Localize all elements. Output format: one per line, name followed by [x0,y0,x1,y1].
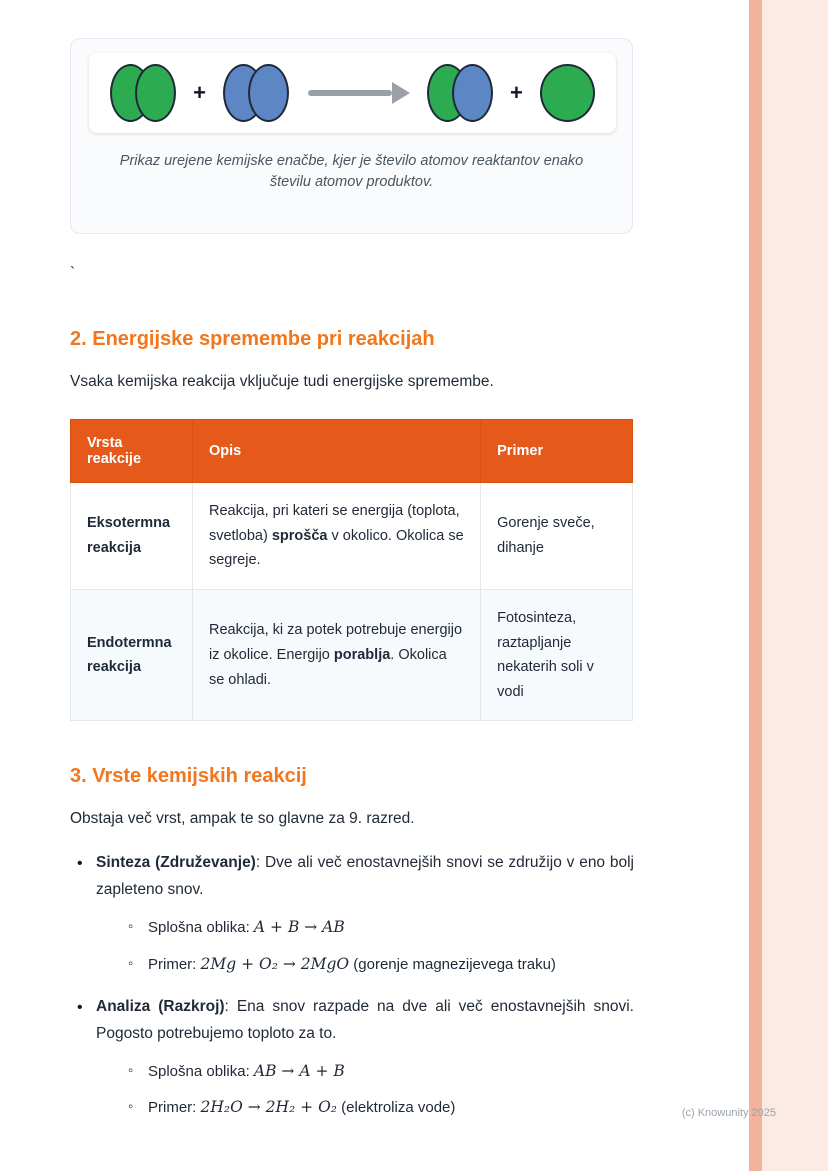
blue-diatomic-molecule [223,64,289,122]
arrow-shaft [308,90,392,96]
section-heading-energy: 2. Energijske spremembe pri reakcijah [70,328,435,350]
table-row [71,483,633,590]
balanced-equation-diagram [89,53,616,133]
cell-opis [192,589,480,721]
column-header-vrsta: Vrsta reakcije [71,420,193,483]
sub-item-splosna [126,1060,634,1084]
sub-label: Splošna oblika: [148,1062,254,1080]
cell-opis [192,483,480,590]
stray-backtick: ` [70,264,75,281]
term-label: Sinteza (Združevanje) [96,854,256,872]
list-item-sinteza [70,850,634,976]
page-edge-stripe [749,0,762,1171]
reaction-types-table [70,419,633,721]
document-content [70,0,634,1120]
column-header-primer: Primer [481,420,633,483]
formula: 2Mg + O₂ → 2MgO [200,954,350,973]
blue-atom-icon [248,64,289,122]
watermark: (c) Knowunity 2025 [681,1107,776,1119]
section-intro-vrste: Obstaja več vrst, ampak te so glavne za 9. razred. [70,810,415,828]
section-heading-vrste: 3. Vrste kemijskih reakcij [70,765,307,788]
green-single-atom [540,64,595,122]
sub-label: Primer: [148,1099,201,1117]
table-row [71,589,633,721]
sub-item-splosna [126,916,634,940]
term-desc: : Ena snov razpade na dve ali več enostavnejših snovi. Pogosto potrebujemo toploto za to. [96,998,634,1042]
sub-label: Primer: [148,955,201,973]
sub-list [96,916,634,976]
green-blue-diatomic-molecule [427,64,493,122]
column-header-opis: Opis [192,420,480,483]
section-intro-energy: Vsaka kemijska reakcija vključuje tudi energijske spremembe. [70,373,494,390]
sub-item-primer [126,1096,634,1120]
list-item-analiza [70,994,634,1120]
cell-vrsta: Eksotermna reakcija [71,483,193,590]
green-atom-icon [135,64,176,122]
blue-atom-icon [452,64,493,122]
cell-vrsta: Endotermna reakcija [71,589,193,721]
cell-primer: Fotosinteza, raztapljanje nekaterih soli v vodi [481,589,633,721]
sub-list [96,1060,634,1120]
figure-card [70,38,633,234]
term-desc: : Dve ali več enostavnejših snovi se združijo v eno bolj zapleteno snov. [96,854,634,898]
reaction-kinds-list [70,850,634,1119]
opis-text: . Okolica se ohladi. [208,646,447,688]
opis-text: Reakcija, ki za potek potrebuje energijo iz okolice. Energijo [208,622,463,663]
formula: A + B → AB [253,918,345,937]
formula: AB → A + B [253,1061,345,1080]
sub-tail: (elektroliza vode) [337,1099,456,1117]
reaction-arrow-icon [306,81,410,105]
plus-sign: + [193,80,206,105]
opis-text: Reakcija, pri kateri se energija (toplota, svetloba) [208,503,460,544]
cell-primer: Gorenje sveče, dihanje [481,483,633,590]
sub-label: Splošna oblika: [148,919,254,937]
plus-sign: + [510,80,523,105]
opis-text: v okolico. Okolica se segreje. [208,527,464,569]
term-label: Analiza (Razkroj) [96,998,225,1016]
formula: 2H₂O → 2H₂ + O₂ [200,1098,337,1117]
sub-tail: (gorenje magnezijevega traku) [349,955,556,973]
sub-item-primer [126,953,634,977]
table-header-row [71,420,633,483]
green-diatomic-molecule [110,64,176,122]
arrow-head [392,82,410,104]
figure-caption: Prikaz urejene kemijske enačbe, kjer je število atomov reaktantov enako številu atomov produktov. [119,153,584,191]
page-edge-light [762,0,828,1171]
opis-bold-word: sprošča [271,527,328,544]
opis-bold-word: porablja [333,646,391,663]
